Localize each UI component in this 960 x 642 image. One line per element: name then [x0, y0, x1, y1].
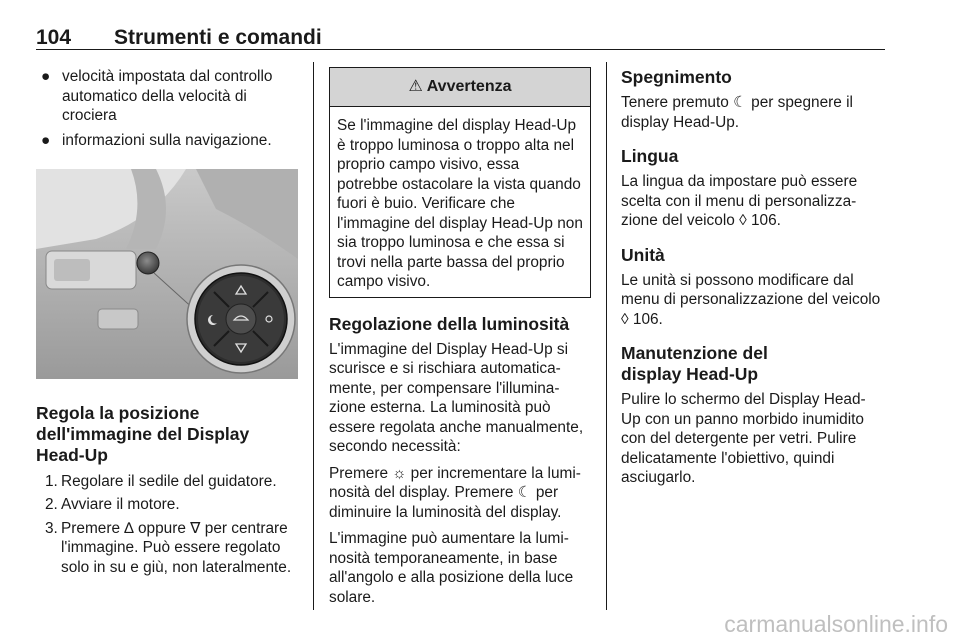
paragraph: La lingua da impostare può essere scelta con il menu di personalizza- zione del veicolo ◊ 106. [621, 173, 858, 229]
list-item: 3. Premere ∆ oppure ∇ per centrare l'immagine. Può essere regolato solo in su e giù, non lateralmente. [45, 519, 292, 576]
list-item: 1. Regolare il sedile del guidatore. [45, 472, 277, 490]
warning-title: Avvertenza [426, 78, 512, 95]
hud-control-photo [36, 169, 298, 379]
warning-icon: ⚠ [408, 78, 423, 95]
section-heading: Spegnimento [621, 67, 732, 87]
list-item: ● velocità impostata dal controllo automatico della velocità di crociera [41, 68, 273, 124]
paragraph: Tenere premuto ☾ per spegnere il display Head-Up. [621, 94, 853, 131]
paragraph: L'immagine del Display Head-Up si scurisce e si rischiara automatica- mente, per compensare l'illumina- zione esterna. La luminosità può essere regolata anche manualmente, secondo necessità: [329, 340, 584, 455]
section-heading: Regolazione della luminosità [329, 313, 570, 334]
paragraph: L'immagine può aumentare la lumi- nosità temporaneamente, in base all'angolo e alla posizione della luce solare. [329, 530, 574, 606]
bullet-list [36, 67, 300, 150]
list-item: 2. Avviare il motore. [45, 496, 180, 513]
section-heading: Regola la posizione dell'immagine del Display Head-Up [36, 402, 250, 465]
paragraph: Premere ☼ per incrementare la lumi- nosità del display. Premere ☾ per diminuire la luminosità del display. [329, 464, 581, 521]
column-3 [621, 67, 883, 495]
warning-box [329, 67, 591, 298]
header-rule [36, 49, 885, 50]
list-item: ● informazioni sulla navigazione. [41, 131, 272, 149]
paragraph: Le unità si possono modificare dal menu di personalizzazione del veicolo ◊ 106. [621, 271, 881, 328]
section-heading: Lingua [621, 146, 679, 166]
column-divider-1 [313, 62, 314, 610]
watermark: carmanualsonline.info [724, 611, 948, 637]
section-heading: Unità [621, 244, 665, 265]
column-divider-2 [606, 62, 607, 610]
section-title: Strumenti e comandi [114, 26, 322, 49]
steps-list [36, 472, 300, 578]
column-1 [36, 67, 300, 581]
warning-header [330, 68, 590, 107]
section-heading: Manutenzione del display Head-Up [621, 343, 768, 384]
paragraph: Pulire lo schermo del Display Head- Up con un panno morbido inumidito con del detergente per vetri. Pulire delicatamente l'obiettivo, quindi asciugarlo. [621, 391, 866, 486]
page-number: 104 [36, 26, 72, 49]
warning-text: Se l'immagine del display Head-Up è troppo luminosa o troppo alta nel proprio campo visivo, essa potrebbe ostacolare la vista quando fuori è buio. Verificare che l'immagine del display Head-Up non sia troppo luminosa e che essa si trovi nella parte bassa del proprio campo visivo. [337, 117, 583, 290]
column-2 [329, 67, 591, 614]
